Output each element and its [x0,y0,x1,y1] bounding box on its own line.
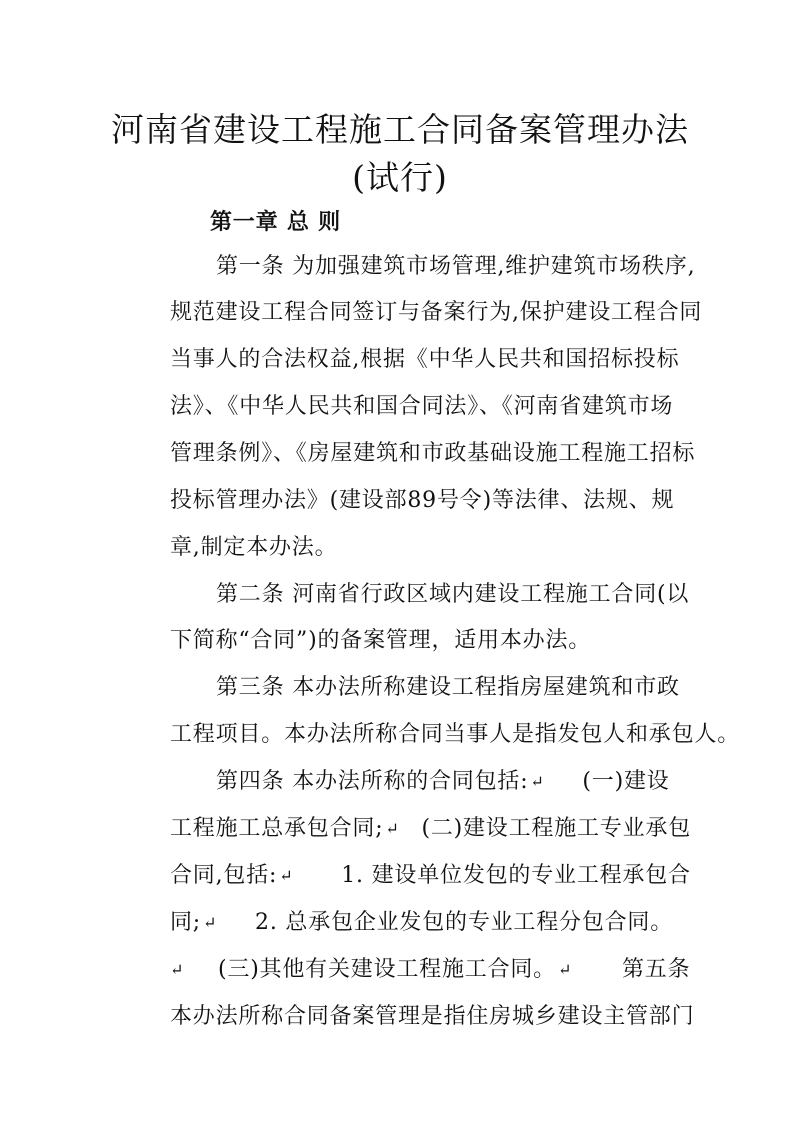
text-fragment: 2. 总承包企业发包的专业工程分包合同。 [255,910,674,935]
text-line-9: 下简称“合同”)的备案管理，适用本办法。 [170,628,592,653]
text-fragment: 1. 建设单位发包的专业工程承包合 [341,863,691,888]
text-fragment: 合同,包括: [170,863,278,888]
text-line-1: 第一条 为加强建筑市场管理,维护建筑市场秩序, [216,254,696,279]
text-fragment: 同; [170,910,202,935]
text-line-17: 本办法所称合同备案管理是指住房城乡建设主管部门 [170,1004,695,1029]
document-subtitle: (试行) [352,158,448,197]
paragraph-mark-icon: ↵ [557,960,573,979]
chapter-heading: 第一章 总 则 [210,209,341,235]
text-line-6: 投标管理办法》(建设部89号令)等法律、法规、规 [170,488,675,513]
text-fragment: 工程施工总承包合同; [170,816,384,841]
text-line-5: 管理条例》、《房屋建筑和市政基础设施工程施工招标 [170,441,696,466]
text-line-3: 当事人的合法权益,根据《中华人民共和国招标投标 [170,347,680,372]
document-title: 河南省建设工程施工合同备案管理办法 [111,110,689,149]
text-line-7: 章,制定本办法。 [170,535,338,560]
text-line-13 [170,818,691,840]
text-line-10: 第三条 本办法所称建设工程指房屋建筑和市政 [216,675,680,700]
paragraph-mark-icon: ↵ [170,960,185,979]
text-fragment: (二)建设工程施工专业承包 [421,816,692,841]
text-fragment: (三)其他有关建设工程施工合同。 [218,957,556,982]
text-line-15 [170,912,673,934]
text-line-12 [216,771,670,793]
text-fragment: 第五条 [622,957,691,982]
text-line-2: 规范建设工程合同签订与备案行为,保护建设工程合同 [170,300,703,325]
text-line-8: 第二条 河南省行政区域内建设工程施工合同(以 [216,582,690,607]
text-fragment: (一)建设 [582,769,670,794]
text-line-4: 法》、《中华人民共和国合同法》、《河南省建筑市场 [170,394,674,419]
paragraph-mark-icon: ↵ [385,819,400,838]
text-line-14 [170,865,691,887]
paragraph-mark-icon: ↵ [203,913,218,932]
text-line-11: 工程项目。本办法所称合同当事人是指发包人和承包人。 [170,722,741,747]
text-fragment: 第四条 本办法所称的合同包括: [216,769,529,794]
text-line-16 [170,959,690,981]
paragraph-mark-icon: ↵ [279,866,294,885]
paragraph-mark-icon: ↵ [530,772,545,791]
